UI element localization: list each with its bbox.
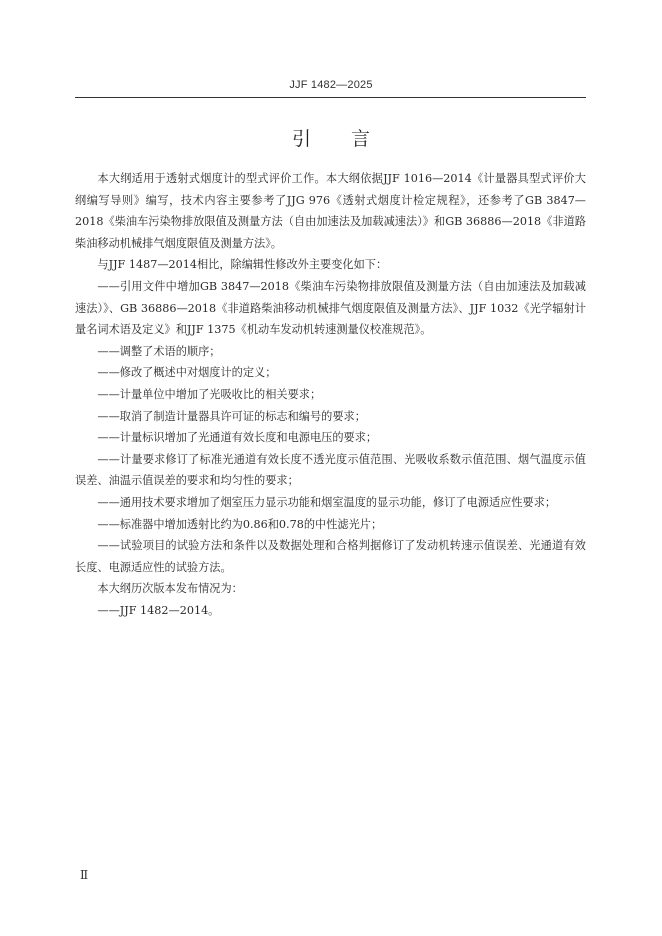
page-number: Ⅱ	[80, 868, 89, 882]
change-item-terms-order: ——调整了术语的顺序；	[97, 344, 221, 358]
page-title: 引言	[291, 128, 410, 150]
paragraph-version-history-intro: 本大纲历次版本发布情况为：	[97, 582, 243, 596]
version-history-item: ——JJF 1482—2014。	[97, 603, 220, 617]
change-item-units: ——计量单位中增加了光吸收比的相关要求；	[97, 387, 322, 401]
paragraph-changes-intro: 与JJF 1487—2014相比，除编辑性修改外主要变化如下：	[97, 258, 388, 272]
change-item-standard-filters: ——标准器中增加透射比约为0.86和0.78的中性滤光片；	[97, 517, 383, 531]
change-item-marking: ——计量标识增加了光通道有效长度和电源电压的要求；	[97, 431, 378, 445]
header-divider	[75, 97, 586, 98]
change-item-references: ——引用文件中增加GB 3847—2018《柴油车污染物排放限值及测量方法（自由加速法及加载减速法）》、GB 36886—2018《非道路柴油移动机械排气烟度限值及测量方法》、JJF 1032《光学辐射计量名词术语及定义》和JJF 1375《机动车发动机转速测量仪校准规范》。	[75, 279, 586, 337]
body-text	[75, 168, 586, 621]
change-item-definition: ——修改了概述中对烟度计的定义；	[97, 366, 277, 380]
paragraph-scope: 本大纲适用于透射式烟度计的型式评价工作。本大纲依据JJF 1016—2014《计量器具型式评价大纲编写导则》编写，技术内容主要参考了JJG 976《透射式烟度计检定规程》，还参考了GB 3847—2018《柴油车污染物排放限值及测量方法（自由加速法及加载减速法）》和GB 36886—2018《非道路柴油移动机械排气烟度限值及测量方法》。	[75, 172, 586, 250]
change-item-test-methods: ——试验项目的试验方法和条件以及数据处理和合格判据修订了发动机转速示值误差、光通道有效长度、电源适应性的试验方法。	[75, 539, 586, 574]
change-item-license-mark: ——取消了制造计量器具许可证的标志和编号的要求；	[97, 409, 366, 423]
change-item-general-technical: ——通用技术要求增加了烟室压力显示功能和烟室温度的显示功能，修订了电源适应性要求；	[97, 495, 557, 509]
change-item-metrological-requirements: ——计量要求修订了标准光通道有效长度不透光度示值范围、光吸收系数示值范围、烟气温度示值误差、油温示值误差的要求和均匀性的要求；	[75, 452, 586, 488]
document-code-header: JJF 1482—2025	[289, 79, 373, 91]
